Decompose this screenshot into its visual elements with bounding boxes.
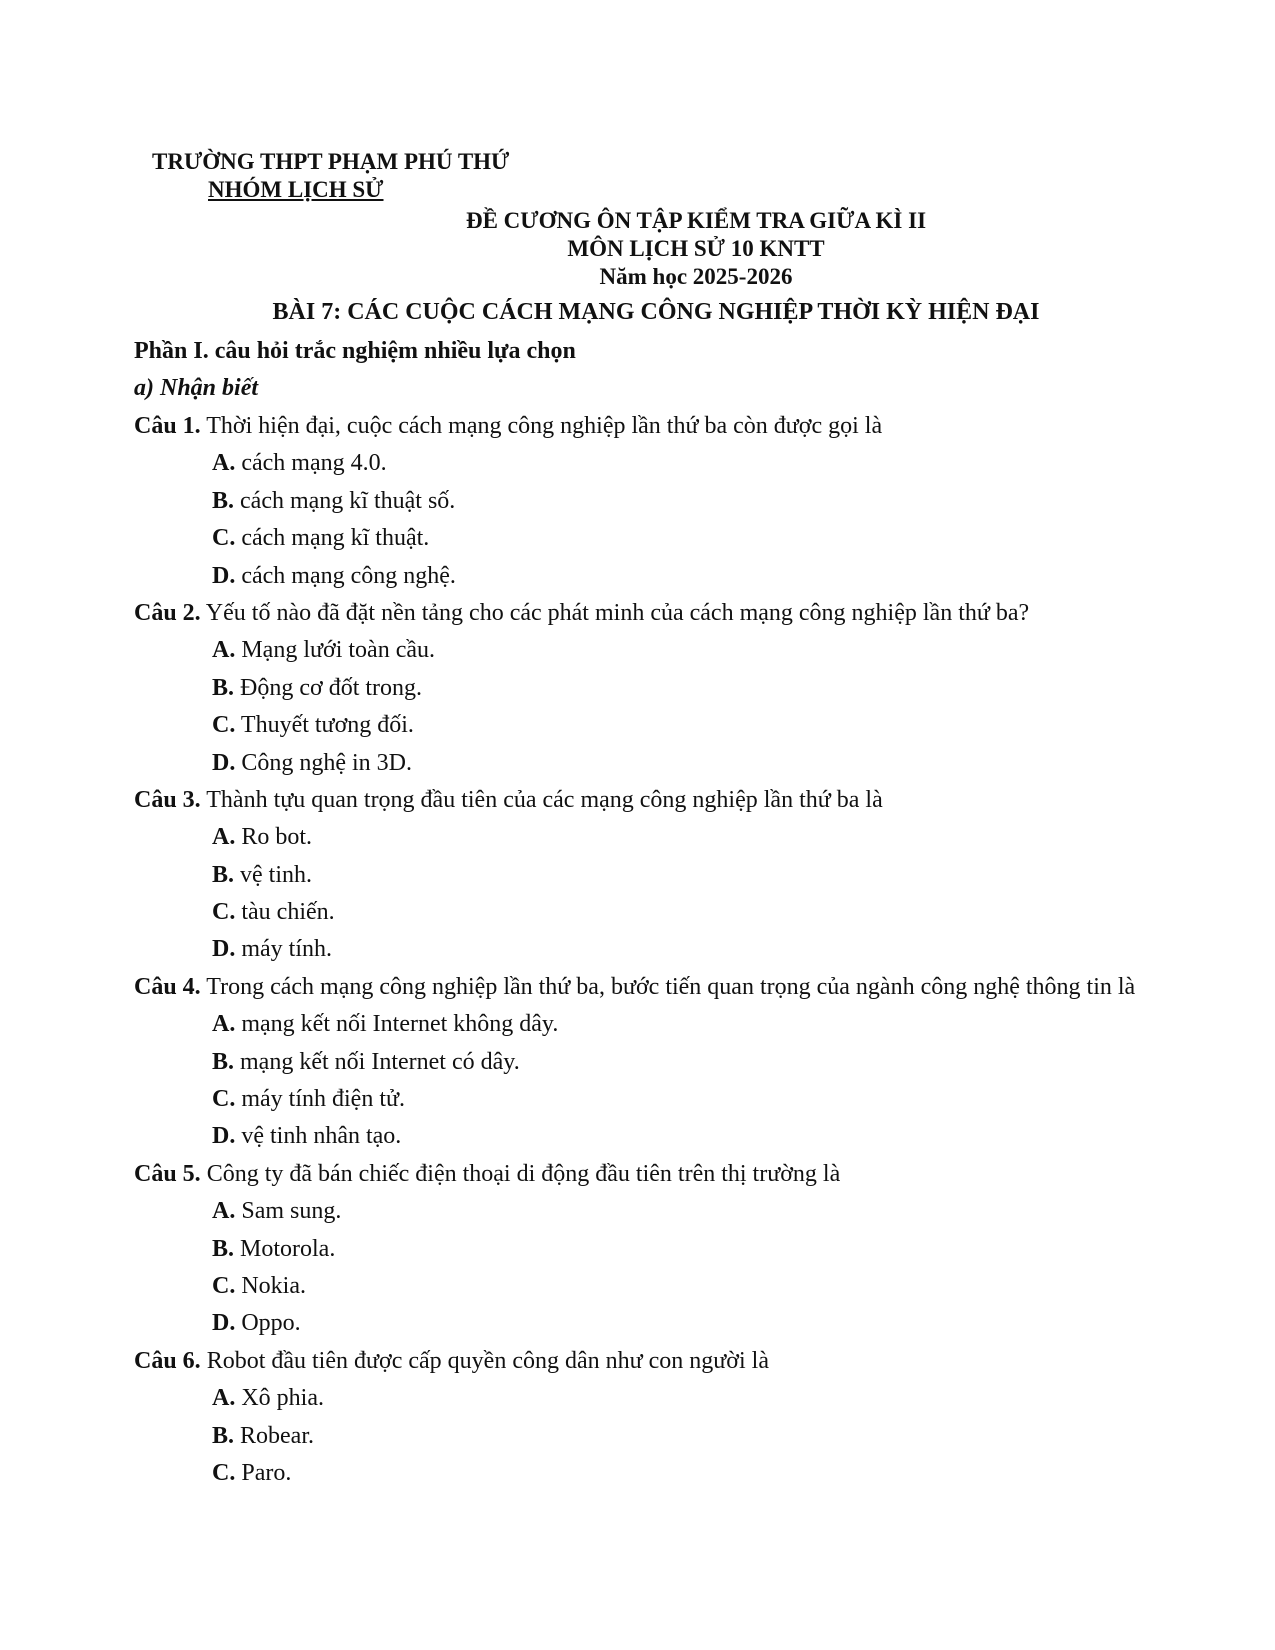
option-letter: D. [212,749,236,776]
answer-option [134,1268,1254,1305]
option-letter: A. [212,1011,236,1038]
answer-option [134,632,1254,669]
question-2 [134,595,1254,782]
option-text: Sam sung. [235,1198,342,1225]
option-text: Công nghệ in 3D. [235,749,413,776]
option-letter: B. [212,487,235,514]
question-number: Câu 3. [134,786,201,813]
answer-option [134,707,1254,744]
option-letter: D. [212,1310,236,1337]
question-3 [134,782,1254,969]
option-text: Motorola. [234,1235,336,1262]
option-letter: C. [212,1086,236,1113]
option-letter: D. [212,1123,236,1150]
option-letter: B. [212,1235,235,1262]
option-text: Ro bot. [235,824,313,851]
option-letter: C. [212,899,236,926]
option-letter: B. [212,1048,235,1075]
option-text: cách mạng kĩ thuật. [235,525,430,552]
option-letter: C. [212,1459,236,1486]
answer-option [134,1418,1254,1455]
option-letter: C. [212,525,236,552]
option-letter: A. [212,824,236,851]
question-text: Robot đầu tiên được cấp quyền công dân như con người là [200,1347,769,1374]
option-text: Xô phia. [235,1385,324,1412]
question-number: Câu 2. [134,599,201,626]
answer-option [134,1044,1254,1081]
option-text: Động cơ đốt trong. [234,674,423,701]
option-text: tàu chiến. [235,899,335,926]
option-letter: B. [212,1422,235,1449]
question-4 [134,969,1254,1156]
question-1 [134,408,1254,595]
option-text: mạng kết nối Internet có dây. [234,1048,520,1075]
question-5 [134,1156,1254,1343]
question-text: Thời hiện đại, cuộc cách mạng công nghiệp lần thứ ba còn được gọi là [200,413,883,439]
answer-option [134,1455,1254,1492]
answer-option [134,1006,1254,1043]
option-letter: A. [212,1385,236,1412]
answer-option [134,483,1254,520]
lesson-title: BÀI 7: CÁC CUỘC CÁCH MẠNG CÔNG NGHIỆP THỜI KỲ HIỆN ĐẠI [272,299,1040,325]
answer-option [134,670,1254,707]
answer-option [134,894,1254,931]
option-text: Nokia. [235,1272,306,1299]
option-text: máy tính điện tử. [235,1086,405,1113]
question-6 [134,1343,1254,1493]
question-number: Câu 1. [134,413,201,439]
answer-option [134,1231,1254,1268]
subject-title: MÔN LỊCH SỬ 10 KNTT [567,236,825,261]
question-stem [134,1343,1254,1380]
answer-option [134,1305,1254,1342]
option-letter: D. [212,936,236,963]
school-name: TRƯỜNG THPT PHẠM PHÚ THỨ [152,149,510,174]
answer-option [134,1081,1254,1118]
option-text: Mạng lưới toàn cầu. [235,637,435,664]
option-text: cách mạng 4.0. [235,450,387,477]
school-year: Năm học 2025-2026 [599,264,793,289]
document-title: ĐỀ CƯƠNG ÔN TẬP KIỂM TRA GIỮA KÌ II [465,208,927,233]
option-letter: A. [212,637,236,664]
option-text: Robear. [234,1422,314,1449]
answer-option [134,1118,1254,1155]
option-letter: B. [212,674,235,701]
option-text: Thuyết tương đối. [235,712,414,739]
answer-option [134,520,1254,557]
option-text: cách mạng công nghệ. [235,562,456,589]
option-text: Paro. [235,1459,292,1486]
answer-option [134,445,1254,482]
group-name: NHÓM LỊCH SỬ [208,177,384,202]
question-text: Yếu tố nào đã đặt nền tảng cho các phát minh của cách mạng công nghiệp lần thứ ba? [200,599,1030,626]
question-number: Câu 4. [134,973,201,1000]
option-letter: C. [212,1272,236,1299]
answer-option [134,931,1254,968]
question-stem [134,408,1254,445]
option-text: vệ tinh. [234,861,313,888]
answer-option [134,1193,1254,1230]
question-list [134,408,1254,1492]
question-stem [134,969,1254,1006]
question-text: Thành tựu quan trọng đầu tiên của các mạng công nghiệp lần thứ ba là [200,786,883,813]
answer-option [134,819,1254,856]
answer-option [134,857,1254,894]
option-text: máy tính. [235,936,332,963]
question-number: Câu 6. [134,1347,201,1374]
option-text: Oppo. [235,1310,301,1337]
option-text: cách mạng kĩ thuật số. [234,487,456,514]
option-text: vệ tinh nhân tạo. [235,1123,402,1150]
level-heading: a) Nhận biết [134,375,259,401]
option-letter: D. [212,562,236,589]
answer-option [134,1380,1254,1417]
answer-option [134,558,1254,595]
option-letter: B. [212,861,235,888]
question-stem [134,595,1254,632]
option-letter: C. [212,712,236,739]
question-stem [134,1156,1254,1193]
question-text: Trong cách mạng công nghiệp lần thứ ba, bước tiến quan trọng của ngành công nghệ thông tin là [200,973,1136,1000]
question-text: Công ty đã bán chiếc điện thoại di động đầu tiên trên thị trường là [200,1160,841,1187]
answer-option [134,745,1254,782]
option-letter: A. [212,450,236,477]
question-stem [134,782,1254,819]
option-text: mạng kết nối Internet không dây. [235,1011,559,1038]
option-letter: A. [212,1198,236,1225]
part-heading: Phần I. câu hỏi trắc nghiệm nhiều lựa chọn [134,338,576,364]
question-number: Câu 5. [134,1160,201,1187]
